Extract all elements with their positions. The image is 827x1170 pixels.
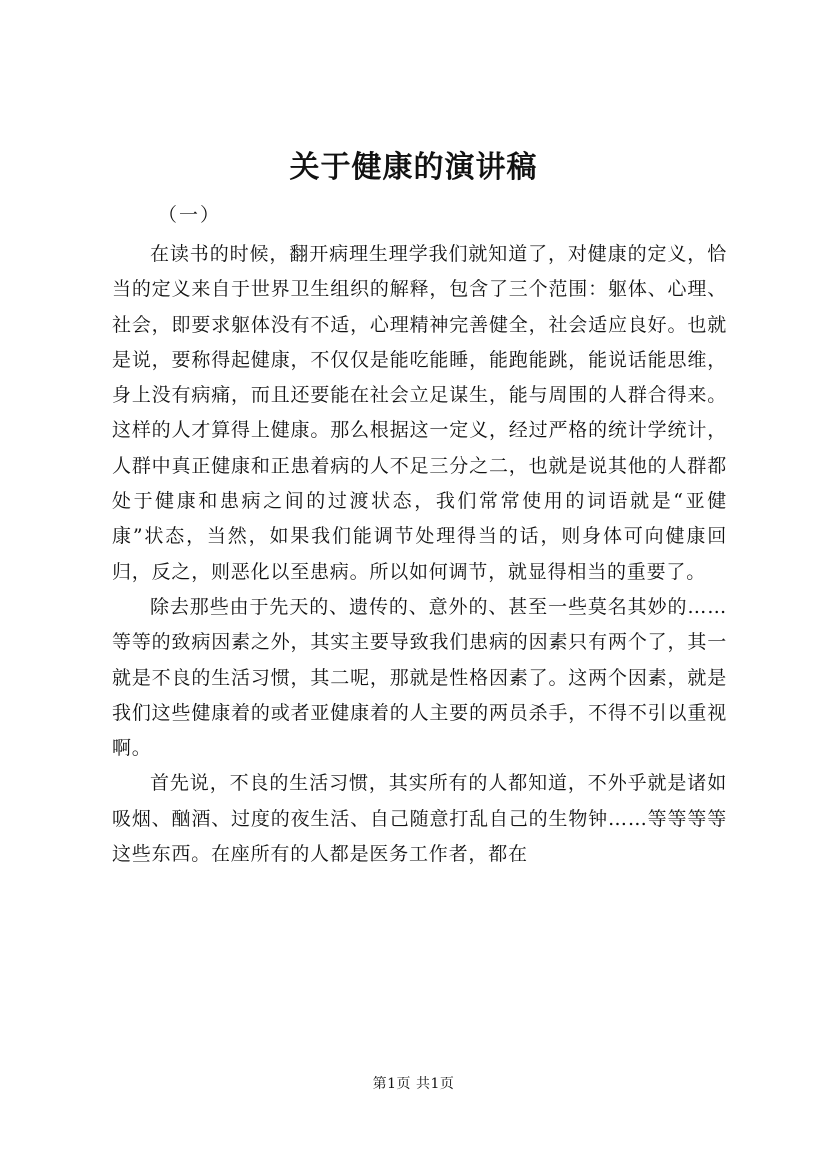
- paragraph-1: 在读书的时候，翻开病理生理学我们就知道了，对健康的定义，恰当的定义来自于世界卫生组织的解释，包含了三个范围：躯体、心理、社会，即要求躯体没有不适，心理精神完善健全，社会适应良好。也就是说，要称得起健康，不仅仅是能吃能睡，能跑能跳，能说话能思维，身上没有病痛，而且还要能在社会立足谋生，能与周围的人群合得来。这样的人才算得上健康。那么根据这一定义，经过严格的统计学统计，人群中真正健康和正患着病的人不足三分之二，也就是说其他的人群都处于健康和患病之间的过渡状态，我们常常使用的词语就是“亚健康”状态，当然，如果我们能调节处理得当的话，则身体可向健康回归，反之，则恶化以至患病。所以如何调节，就显得相当的重要了。: [112, 243, 727, 583]
- paragraph-2: 除去那些由于先天的、遗传的、意外的、甚至一些莫名其妙的……等等的致病因素之外，其实主要导致我们患病的因素只有两个了，其一就是不良的生活习惯，其二呢，那就是性格因素了。这两个因素，就是我们这些健康着的或者亚健康着的人主要的两员杀手，不得不引以重视啊。: [112, 595, 727, 760]
- document-body: [112, 237, 727, 872]
- document-title: 关于健康的演讲稿: [289, 150, 538, 185]
- page-footer: 第1页 共1页: [372, 1076, 455, 1092]
- section-heading: （一）: [158, 204, 222, 226]
- paragraph-3: 首先说，不良的生活习惯，其实所有的人都知道，不外乎就是诸如吸烟、酗酒、过度的夜生活、自己随意打乱自己的生物钟……等等等等这些东西。在座所有的人都是医务工作者，都在: [112, 772, 727, 866]
